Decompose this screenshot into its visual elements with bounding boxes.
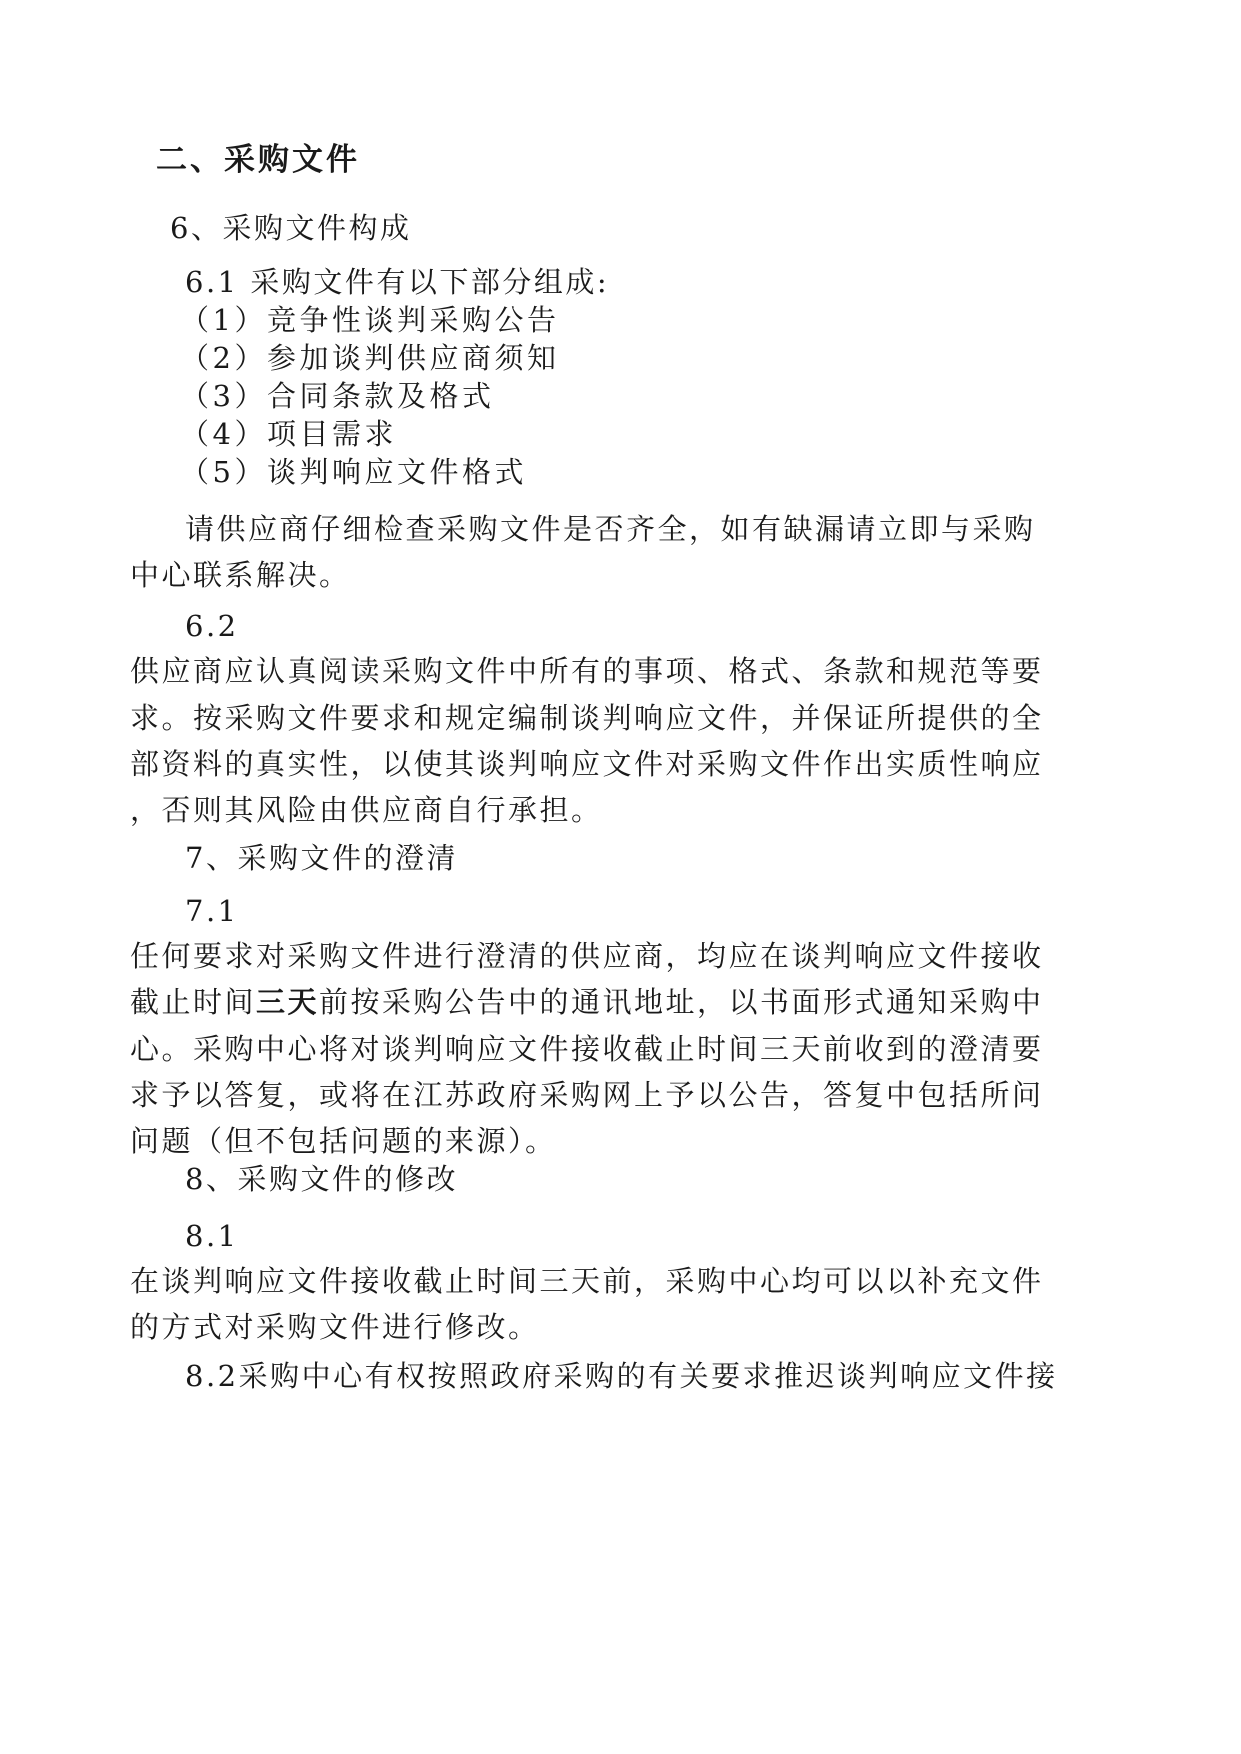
paragraph-6-1: 6.1 采购文件有以下部分组成: [185,265,610,299]
note-line: 请供应商仔细检查采购文件是否齐全，如有缺漏请立即与采购 [185,512,1036,546]
paragraph-line: 求。按采购文件要求和规定编制谈判响应文件，并保证所提供的全 [130,701,1044,735]
section-heading: 二、采购文件 [156,142,360,178]
paragraph-line: ，否则其风险由供应商自行承担。 [130,793,603,827]
paragraph-line: 心。采购中心将对谈判响应文件接收截止时间三天前收到的澄清要 [130,1032,1044,1066]
paragraph-line: 在谈判响应文件接收截止时间三天前，采购中心均可以以补充文件 [130,1264,1044,1298]
paragraph-line: 供应商应认真阅读采购文件中所有的事项、格式、条款和规范等要 [130,654,1044,688]
paragraph-7-1-number: 7.1 [185,894,239,928]
paragraph-line: 求予以答复，或将在江苏政府采购网上予以公告，答复中包括所问 [130,1078,1044,1112]
emphasis-text: 三天 [256,985,320,1019]
paragraph-8-2: 8.2采购中心有权按照政府采购的有关要求推迟谈判响应文件接 [185,1359,1058,1393]
section-6-title: 6、采购文件构成 [170,211,412,245]
paragraph-line [130,984,1044,1020]
list-item: （2）参加谈判供应商须知 [180,341,560,375]
paragraph-line: 问题（但不包括问题的来源）。 [130,1124,557,1158]
list-item: （1）竞争性谈判采购公告 [180,303,560,337]
list-item: （5）谈判响应文件格式 [180,455,527,489]
note-line: 中心联系解决。 [130,558,351,592]
text-run: 截止时间 [130,985,257,1019]
list-item: （3）合同条款及格式 [180,379,495,413]
list-item: （4）项目需求 [180,417,397,451]
paragraph-line: 部资料的真实性，以使其谈判响应文件对采购文件作出实质性响应 [130,747,1044,781]
section-8-title: 8、采购文件的修改 [185,1162,458,1196]
text-run: 前按采购公告中的通讯地址，以书面形式通知采购中 [319,985,1044,1019]
paragraph-line: 的方式对采购文件进行修改。 [130,1310,540,1344]
section-7-title: 7、采购文件的澄清 [185,841,458,875]
paragraph-6-2-number: 6.2 [185,609,239,643]
paragraph-8-1-number: 8.1 [185,1219,239,1253]
paragraph-line: 任何要求对采购文件进行澄清的供应商，均应在谈判响应文件接收 [130,939,1044,973]
